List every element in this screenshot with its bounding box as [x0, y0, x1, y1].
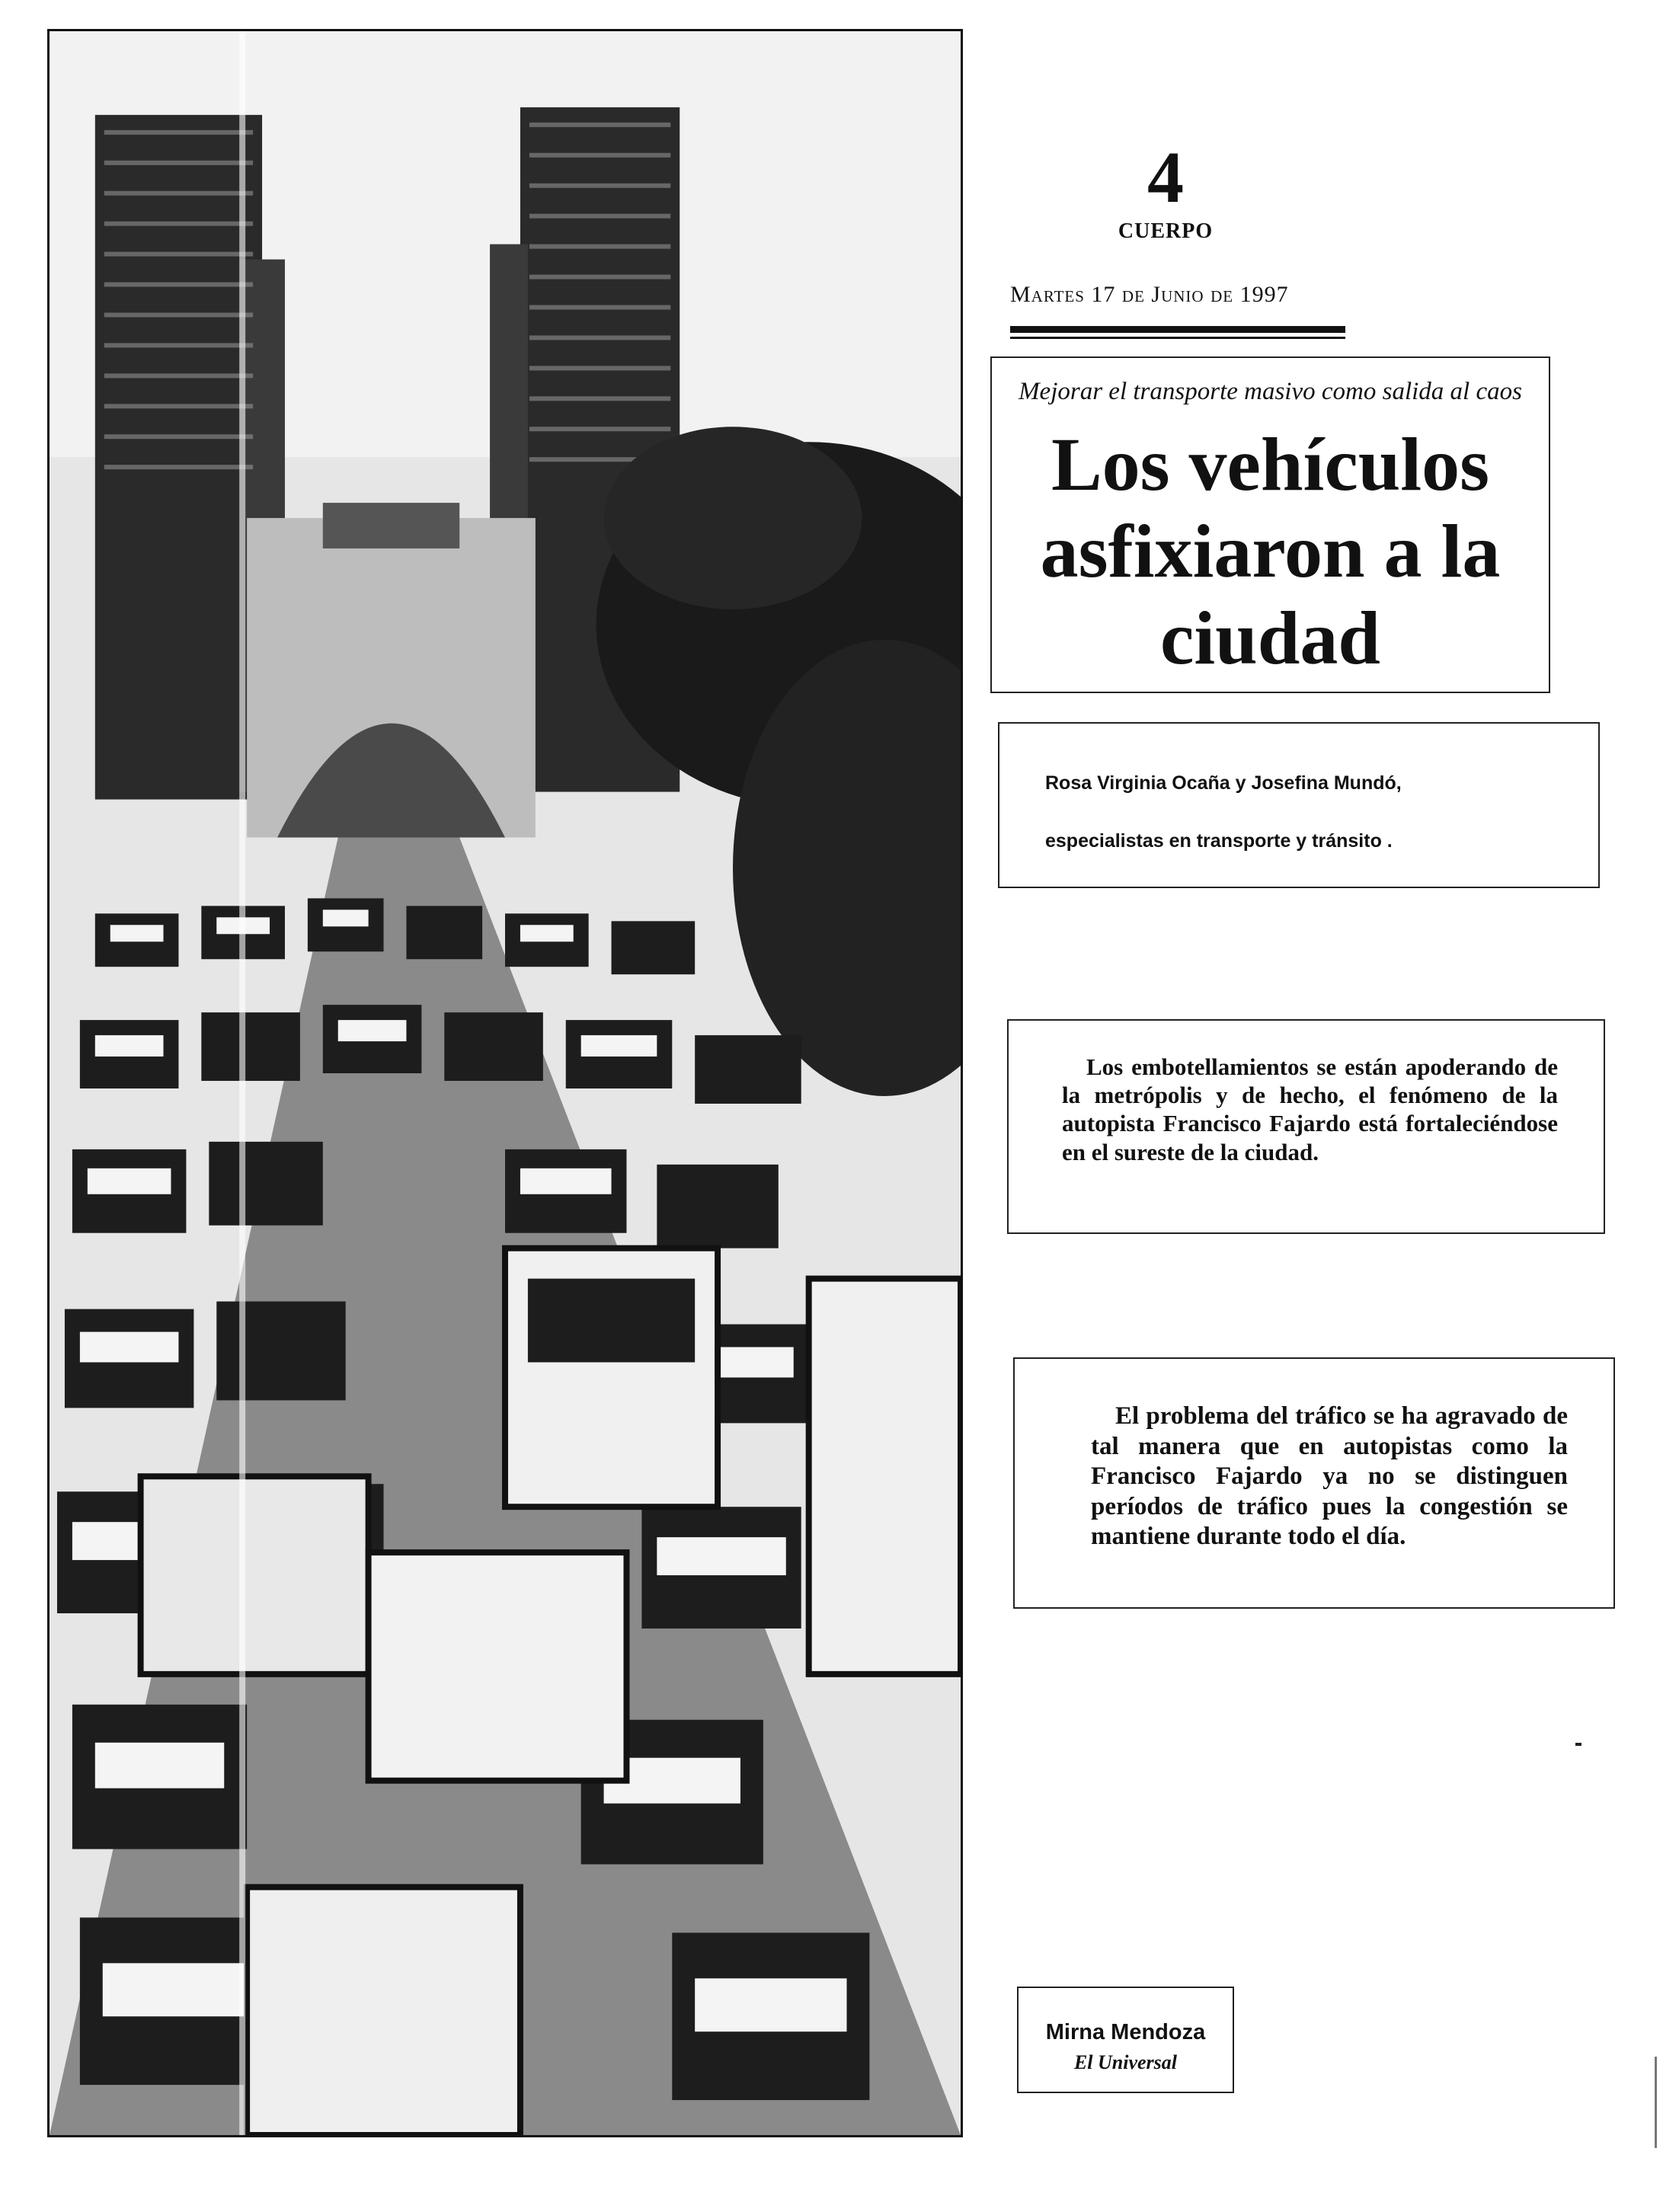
photographer-name: Mirna Mendoza	[1045, 2020, 1206, 2044]
left-tower	[95, 115, 262, 800]
section-number: 4	[1147, 136, 1184, 218]
headline-box	[990, 356, 1550, 693]
authors-role: especialistas en transporte y tránsito .	[1045, 830, 1393, 852]
authors-names: Rosa Virginia Ocaña y Josefina Mundó,	[1045, 772, 1402, 794]
publication-date: Martes 17 de Junio de 1997	[1010, 282, 1289, 307]
headline: Los vehículos asfixiaron a la ciudad	[1040, 422, 1501, 680]
kicker: Mejorar el transporte masivo como salida al caos	[1019, 378, 1522, 405]
traffic-jam-illustration	[50, 31, 961, 2135]
pull-quote-1	[1007, 1019, 1605, 1234]
scan-edge	[1655, 2057, 1657, 2148]
photo-credit	[1017, 1987, 1234, 2093]
date-rule	[1010, 326, 1345, 333]
traffic-photo	[47, 29, 963, 2137]
publication-name: El Universal	[1073, 2051, 1178, 2073]
authors-box	[998, 722, 1600, 888]
pull-quote-text: El problema del tráfico se ha agravado de tal manera que en autopistas como la Francisco Fajardo ya no se distinguen períodos de tráfico pues la congestión se mantiene durante todo el día.	[1091, 1402, 1568, 1551]
scan-mark	[1575, 1743, 1581, 1746]
pull-quote-text: Los embotellamientos se están apoderando de la metrópolis y de hecho, el fenómeno de la autopista Francisco Fajardo está fortaleciéndose en el sureste de la ciudad.	[1062, 1053, 1558, 1165]
section-label: CUERPO	[1118, 219, 1214, 243]
date-rule-thin	[1010, 337, 1345, 339]
bus-right	[809, 1279, 961, 1674]
pull-quote-2	[1013, 1357, 1615, 1609]
